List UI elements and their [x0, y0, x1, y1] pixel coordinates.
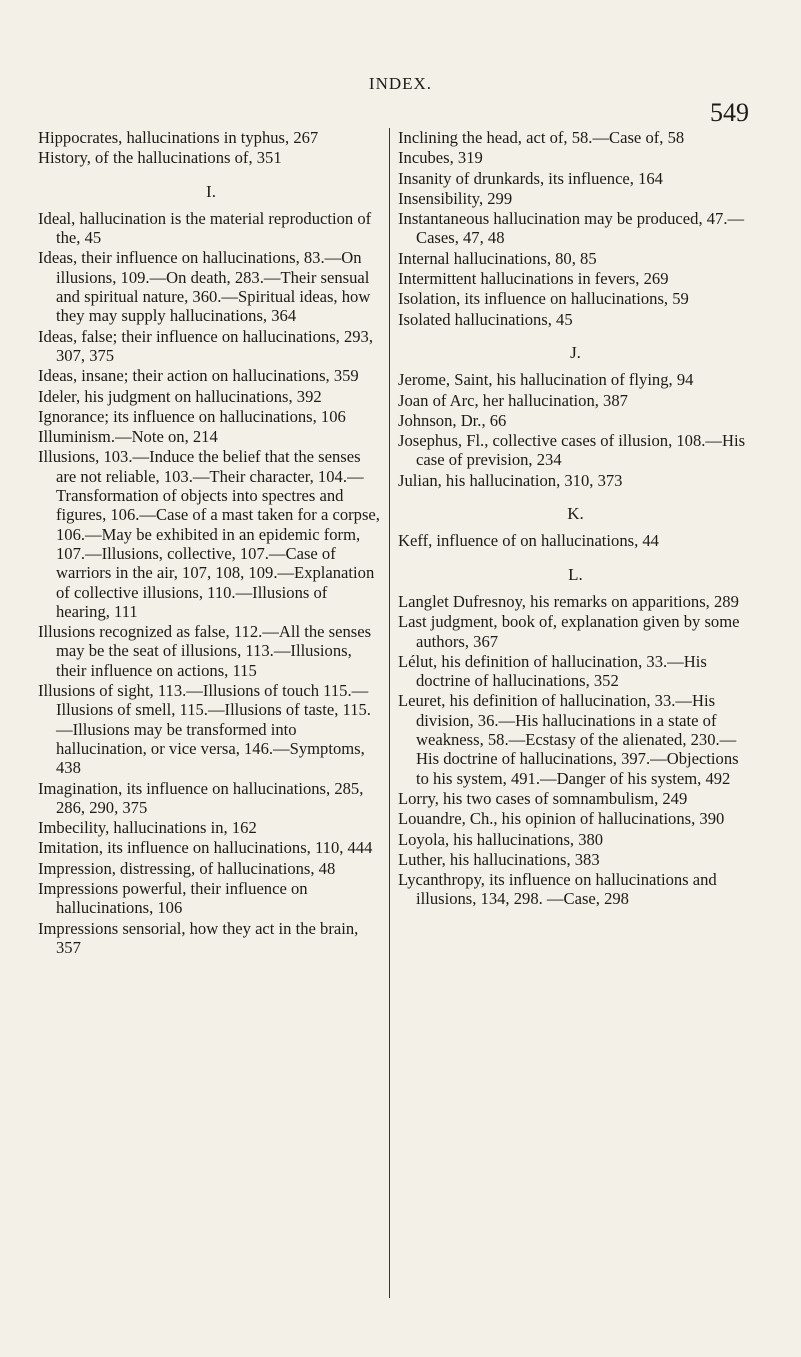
section-letter: L. — [568, 564, 583, 584]
index-column-left — [38, 128, 384, 958]
index-entry: Instantaneous hallucination may be produced, 47.—Cases, 47, 48 — [398, 209, 745, 248]
index-entry: Leuret, his definition of hallucination, 33.—His division, 36.—His hallucinations in a state of weakness, 58.—Ecstasy of the alienated, 230.—His doctrine of hallucinations, 397.—Objections to his system, 491.—Danger of his system, 492 — [398, 691, 739, 788]
index-entry: Lycanthropy, its influence on hallucinations and illusions, 134, 298. —Case, 298 — [398, 870, 717, 909]
index-entry: Illusions, 103.—Induce the belief that the senses are not reliable, 103.—Their character, 104.—Transformation of objects into spectres and figures, 106.—Case of a mast taken for a corpse, 106.—May be exhibited in an epidemic form, 107.—Illusions, collective, 107.—Case of warriors in the air, 107, 108, 109.—Explanation of collective illusions, 110.—Illusions of hearing, 111 — [38, 447, 380, 621]
index-entry: Loyola, his hallucinations, 380 — [398, 829, 604, 849]
index-entry: Insensibility, 299 — [398, 188, 513, 208]
index-entry: Imagination, its influence on hallucinations, 285, 286, 290, 375 — [38, 778, 364, 817]
index-entry: Hippocrates, hallucinations in typhus, 267 — [38, 128, 319, 147]
column-divider — [389, 128, 390, 1298]
index-entry: Last judgment, book of, explanation given by some authors, 367 — [398, 612, 740, 651]
index-entry: Imitation, its influence on hallucinations, 110, 444 — [38, 838, 373, 858]
section-letter: K. — [567, 504, 584, 524]
index-entry: Joan of Arc, her hallucination, 387 — [398, 390, 628, 410]
index-entry: Insanity of drunkards, its influence, 164 — [398, 168, 663, 188]
index-entry: Julian, his hallucination, 310, 373 — [398, 470, 623, 490]
index-entry: Luther, his hallucinations, 383 — [398, 849, 600, 869]
running-header: INDEX. — [368, 74, 433, 93]
index-entry: Josephus, Fl., collective cases of illusion, 108.—His case of prevision, 234 — [398, 431, 746, 470]
index-column-right — [398, 128, 753, 910]
page-number: 549 — [710, 98, 749, 127]
index-entry: Impressions sensorial, how they act in the brain, 357 — [38, 918, 359, 957]
index-entry: Ideal, hallucination is the material reproduction of the, 45 — [38, 208, 372, 248]
index-entry: Ignorance; its influence on hallucinations, 106 — [38, 406, 346, 426]
index-entry: Imbecility, hallucinations in, 162 — [38, 818, 257, 838]
index-entry: Incubes, 319 — [398, 148, 483, 168]
index-entry: Isolated hallucinations, 45 — [398, 309, 573, 329]
index-entry: Louandre, Ch., his opinion of hallucinations, 390 — [398, 809, 725, 829]
index-entry: Illusions of sight, 113.—Illusions of touch 115.—Illusions of smell, 115.—Illusions of taste, 115.—Illusions may be transformed into hallucination, or vice versa, 146.—Symptoms, 438 — [38, 681, 371, 778]
index-entry: Ideas, their influence on hallucinations, 83.—On illusions, 109.—On death, 283.—Their sensual and spiritual nature, 360.—Spiritual ideas, how they may supply hallucinations, 364 — [38, 248, 371, 326]
index-entry: Ideler, his judgment on hallucinations, 392 — [38, 386, 322, 406]
index-entry: Inclining the head, act of, 58.—Case of, 58 — [398, 128, 685, 147]
index-entry: Ideas, false; their influence on hallucinations, 293, 307, 375 — [38, 326, 373, 365]
index-entry: Lorry, his two cases of somnambulism, 249 — [398, 788, 688, 808]
index-entry: Impressions powerful, their influence on hallucinations, 106 — [38, 878, 308, 918]
section-letter: I. — [206, 181, 216, 201]
index-entry: Internal hallucinations, 80, 85 — [398, 248, 597, 268]
index-entry: Illusions recognized as false, 112.—All the senses may be the seat of illusions, 113.—Illusions, their influence on actions, 115 — [38, 622, 372, 680]
index-entry: Johnson, Dr., 66 — [398, 410, 507, 430]
index-entry: Intermittent hallucinations in fevers, 269 — [398, 269, 669, 289]
index-entry: Isolation, its influence on hallucinations, 59 — [398, 289, 689, 309]
index-entry: Lélut, his definition of hallucination, 33.—His doctrine of hallucinations, 352 — [398, 651, 707, 691]
index-entry: History, of the hallucinations of, 351 — [38, 148, 282, 168]
index-entry: Ideas, insane; their action on hallucinations, 359 — [38, 366, 359, 386]
index-entry: Jerome, Saint, his hallucination of flying, 94 — [398, 370, 694, 390]
index-entry: Keff, influence of on hallucinations, 44 — [398, 531, 659, 551]
index-entry: Illuminism.—Note on, 214 — [38, 427, 218, 447]
index-entry: Impression, distressing, of hallucinations, 48 — [38, 858, 336, 878]
section-letter: J. — [570, 342, 581, 362]
index-entry: Langlet Dufresnoy, his remarks on apparitions, 289 — [398, 591, 739, 611]
